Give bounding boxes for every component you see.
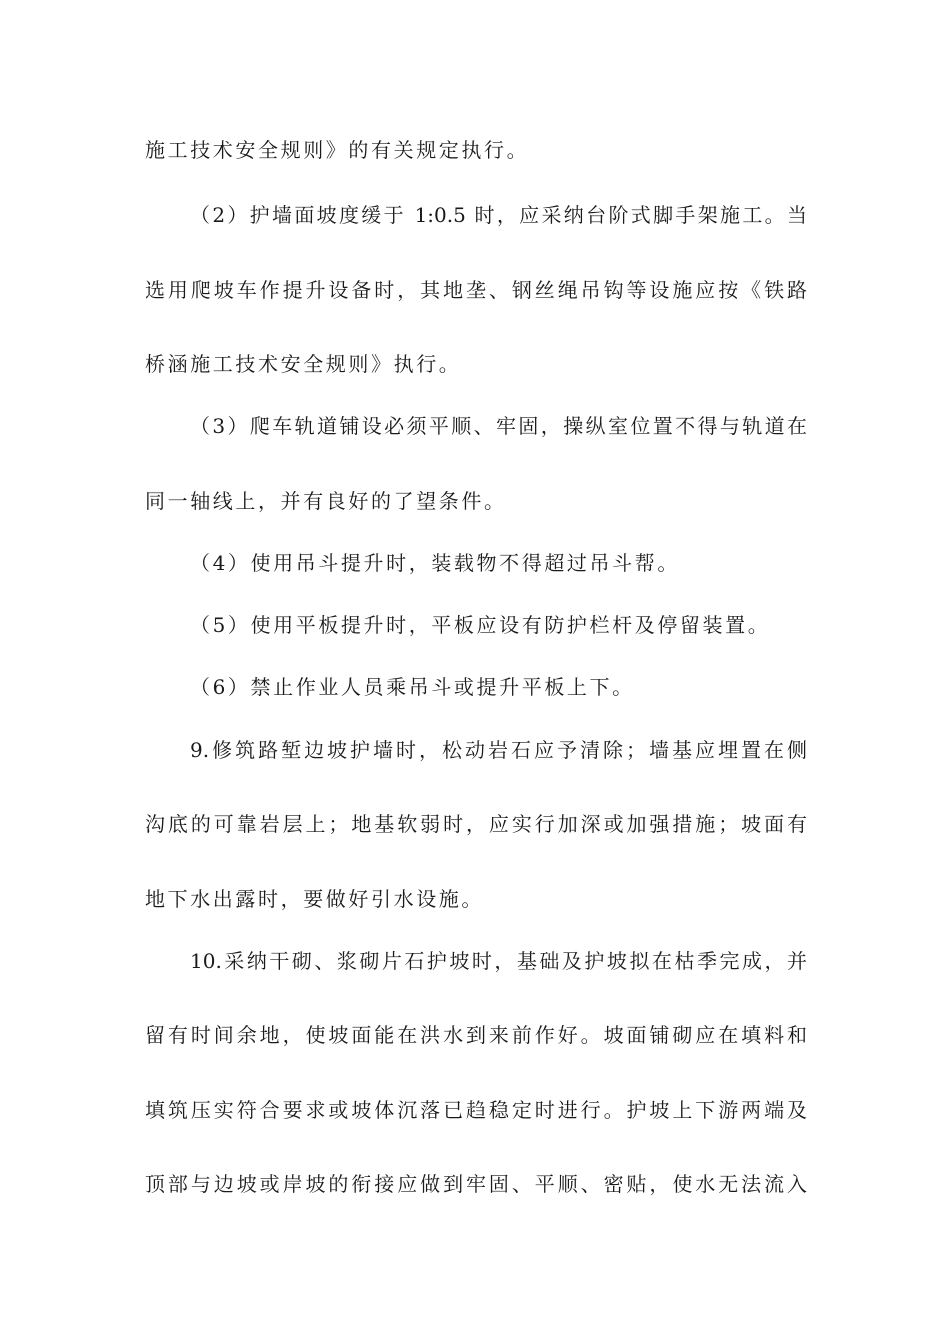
text-line: 留有时间余地，使坡面能在洪水到来前作好。坡面铺砌应在填料和 xyxy=(145,1023,807,1047)
text-line: 填筑压实符合要求或坡体沉落已趋稳定时进行。护坡上下游两端及 xyxy=(145,1098,807,1122)
text-line: 顶部与边坡或岸坡的衔接应做到牢固、平顺、密贴，使水无法流入 xyxy=(145,1172,807,1196)
text-line: （6）禁止作业人员乘吊斗或提升平板上下。 xyxy=(190,675,635,699)
text-line: 9.修筑路堑边坡护墙时，松动岩石应予清除；墙基应埋置在侧 xyxy=(190,738,807,762)
text-line: 选用爬坡车作提升设备时，其地垄、钢丝绳吊钩等设施应按《铁路 xyxy=(145,278,807,302)
text-line: （5）使用平板提升时，平板应设有防护栏杆及停留装置。 xyxy=(190,613,771,637)
text-line: （4）使用吊斗提升时，装载物不得超过吊斗帮。 xyxy=(190,551,680,575)
text-line: 同一轴线上，并有良好的了望条件。 xyxy=(145,489,507,513)
text-line: 地下水出露时，要做好引水设施。 xyxy=(145,887,484,911)
text-line: 沟底的可靠岩层上；地基软弱时，应实行加深或加强措施；坡面有 xyxy=(145,812,807,836)
text-line: 桥涵施工技术安全规则》执行。 xyxy=(145,352,462,376)
text-line: 10.采纳干砌、浆砌片石护坡时，基础及护坡拟在枯季完成，并 xyxy=(190,949,807,973)
text-line: （3）爬车轨道铺设必须平顺、牢固，操纵室位置不得与轨道在 xyxy=(190,414,807,438)
text-line: （2）护墙面坡度缓于 1:0.5 时，应采纳台阶式脚手架施工。当 xyxy=(190,203,807,227)
text-line: 施工技术安全规则》的有关规定执行。 xyxy=(145,138,530,162)
